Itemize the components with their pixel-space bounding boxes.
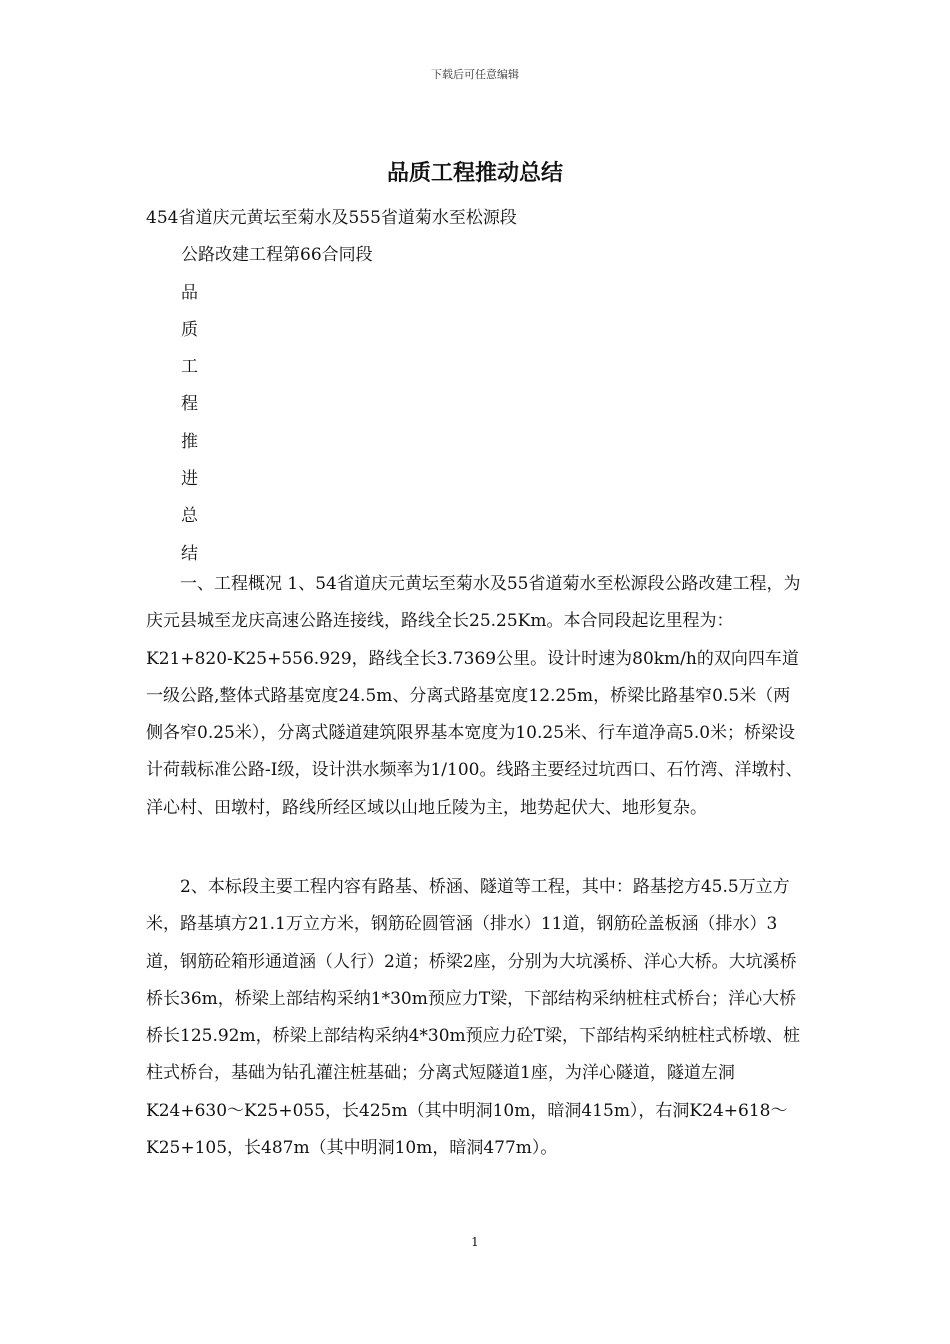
vertical-char: 品: [181, 283, 198, 303]
page-header: 下载后可任意编辑: [431, 68, 519, 81]
paragraph-project-overview: 一、工程概况 1、54省道庆元黄坛至菊水及55省道菊水至松源段公路改建工程，为庆元县城至龙庆高速公路连接线，路线全长25.25Km。本合同段起讫里程为：K21+820-K25+556.929，路线全长3.7369公里。设计时速为80km/h的双向四车道一级公路,整体式路基宽度24.5m、分离式路基宽度12.25m，桥梁比路基窄0.5米（两侧各窄0.25米），分离式隧道建筑限界基本宽度为10.25米、行车道净高5.0米；桥梁设计荷载标准公路-Ⅰ级，设计洪水频率为1/100。线路主要经过坑西口、石竹湾、洋墩村、洋心村、田墩村，路线所经区域以山地丘陵为主，地势起伏大、地形复杂。: [146, 574, 803, 818]
vertical-char: 总: [181, 506, 198, 526]
vertical-char: 推: [181, 432, 198, 452]
vertical-char: 工: [181, 357, 198, 377]
vertical-char: 进: [181, 469, 198, 489]
document-title: 品质工程推动总结: [386, 161, 563, 186]
page-number: 1: [471, 1235, 479, 1249]
subtitle-line-2: 公路改建工程第66合同段: [181, 245, 373, 265]
vertical-char: 质: [181, 320, 198, 340]
subtitle-line-1: 454省道庆元黄坛至菊水及555省道菊水至松源段: [146, 208, 517, 228]
vertical-char: 程: [181, 394, 198, 414]
vertical-char: 结: [181, 544, 198, 564]
paragraph-main-works: 2、本标段主要工程内容有路基、桥涵、隧道等工程，其中：路基挖方45.5万立方米，路基填方21.1万立方米，钢筋砼圆管涵（排水）11道，钢筋砼盖板涵（排水）3道，钢筋砼箱形通道涵（人行）2道；桥梁2座，分别为大坑溪桥、洋心大桥。大坑溪桥桥长36m，桥梁上部结构采纳1*30m预应力T梁，下部结构采纳桩柱式桥台；洋心大桥桥长125.92m，桥梁上部结构采纳4*30m预应力砼T梁，下部结构采纳桩柱式桥墩、桩柱式桥台，基础为钻孔灌注桩基础；分离式短隧道1座，为洋心隧道，隧道左洞K24+630～K25+055，长425m（其中明洞10m，暗洞415m），右洞K24+618～K25+105，长487m（其中明洞10m，暗洞477m）。: [146, 877, 801, 1159]
